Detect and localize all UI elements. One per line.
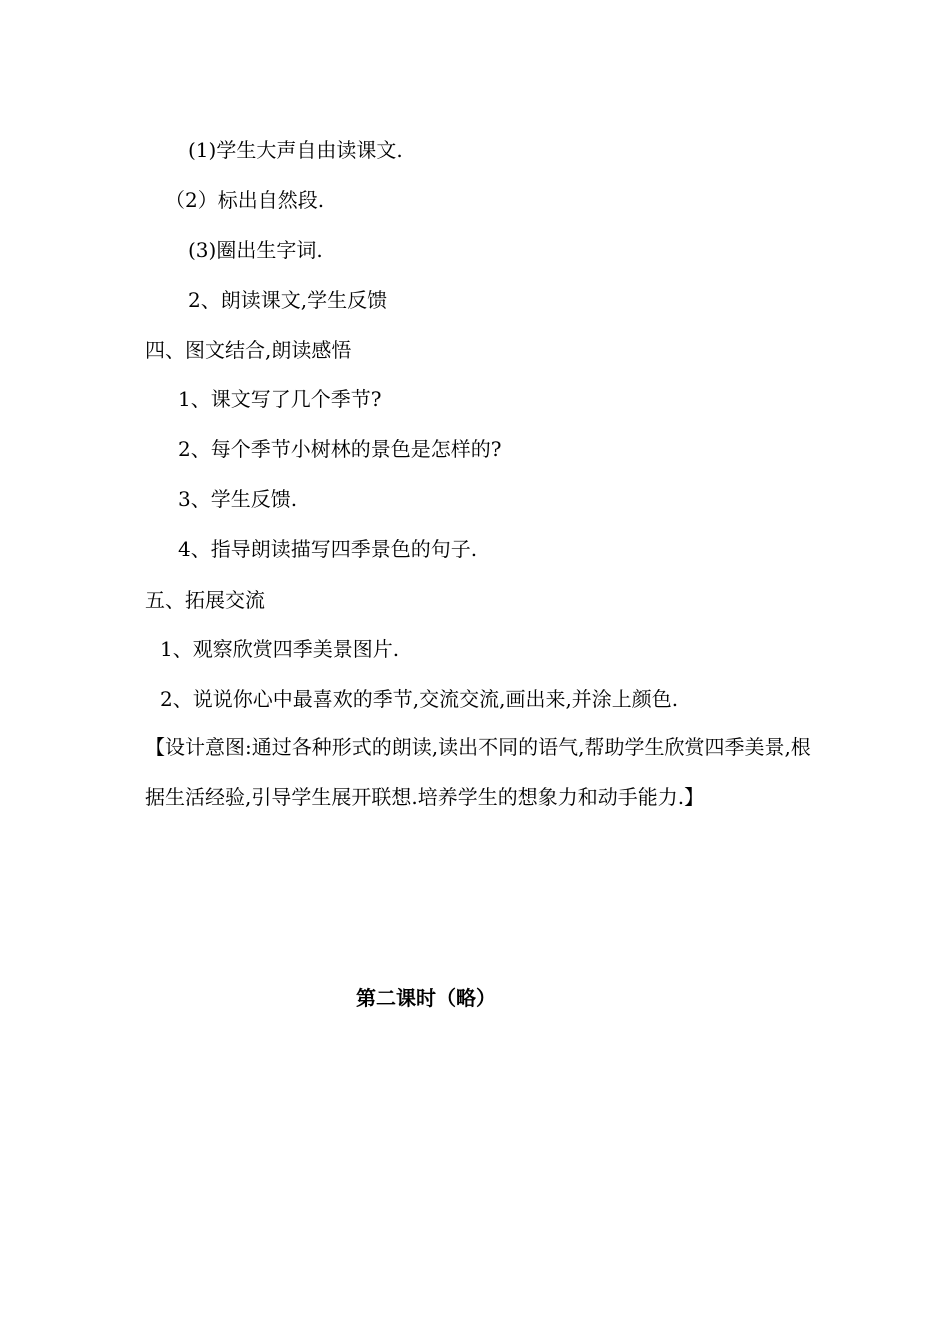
discuss-favorite-season: 2、说说你心中最喜欢的季节,交流交流,画出来,并涂上颜色. <box>160 687 679 711</box>
step-mark-paragraphs: （2）标出自然段. <box>165 188 325 212</box>
second-lesson-heading: 第二课时（略） <box>356 986 496 1010</box>
step-circle-words: (3)圈出生字词. <box>188 238 323 262</box>
question-seasons: 1、课文写了几个季节? <box>178 387 382 411</box>
design-intent-paragraph: 【设计意图:通过各种形式的朗读,读出不同的语气,帮助学生欣赏四季美景,根据生活经验,引导学生展开联想.培养学生的想象力和动手能力.】 <box>145 735 811 809</box>
question-scenery: 2、每个季节小树林的景色是怎样的? <box>178 437 502 461</box>
step-read-feedback: 2、朗读课文,学生反馈 <box>188 288 388 312</box>
observe-pictures: 1、观察欣赏四季美景图片. <box>160 637 400 661</box>
student-feedback: 3、学生反馈. <box>178 487 298 511</box>
section-five-title: 五、拓展交流 <box>145 588 265 612</box>
step-read-aloud: (1)学生大声自由读课文. <box>188 138 403 162</box>
section-four-title: 四、图文结合,朗读感悟 <box>145 338 352 362</box>
guided-reading: 4、指导朗读描写四季景色的句子. <box>178 537 478 561</box>
